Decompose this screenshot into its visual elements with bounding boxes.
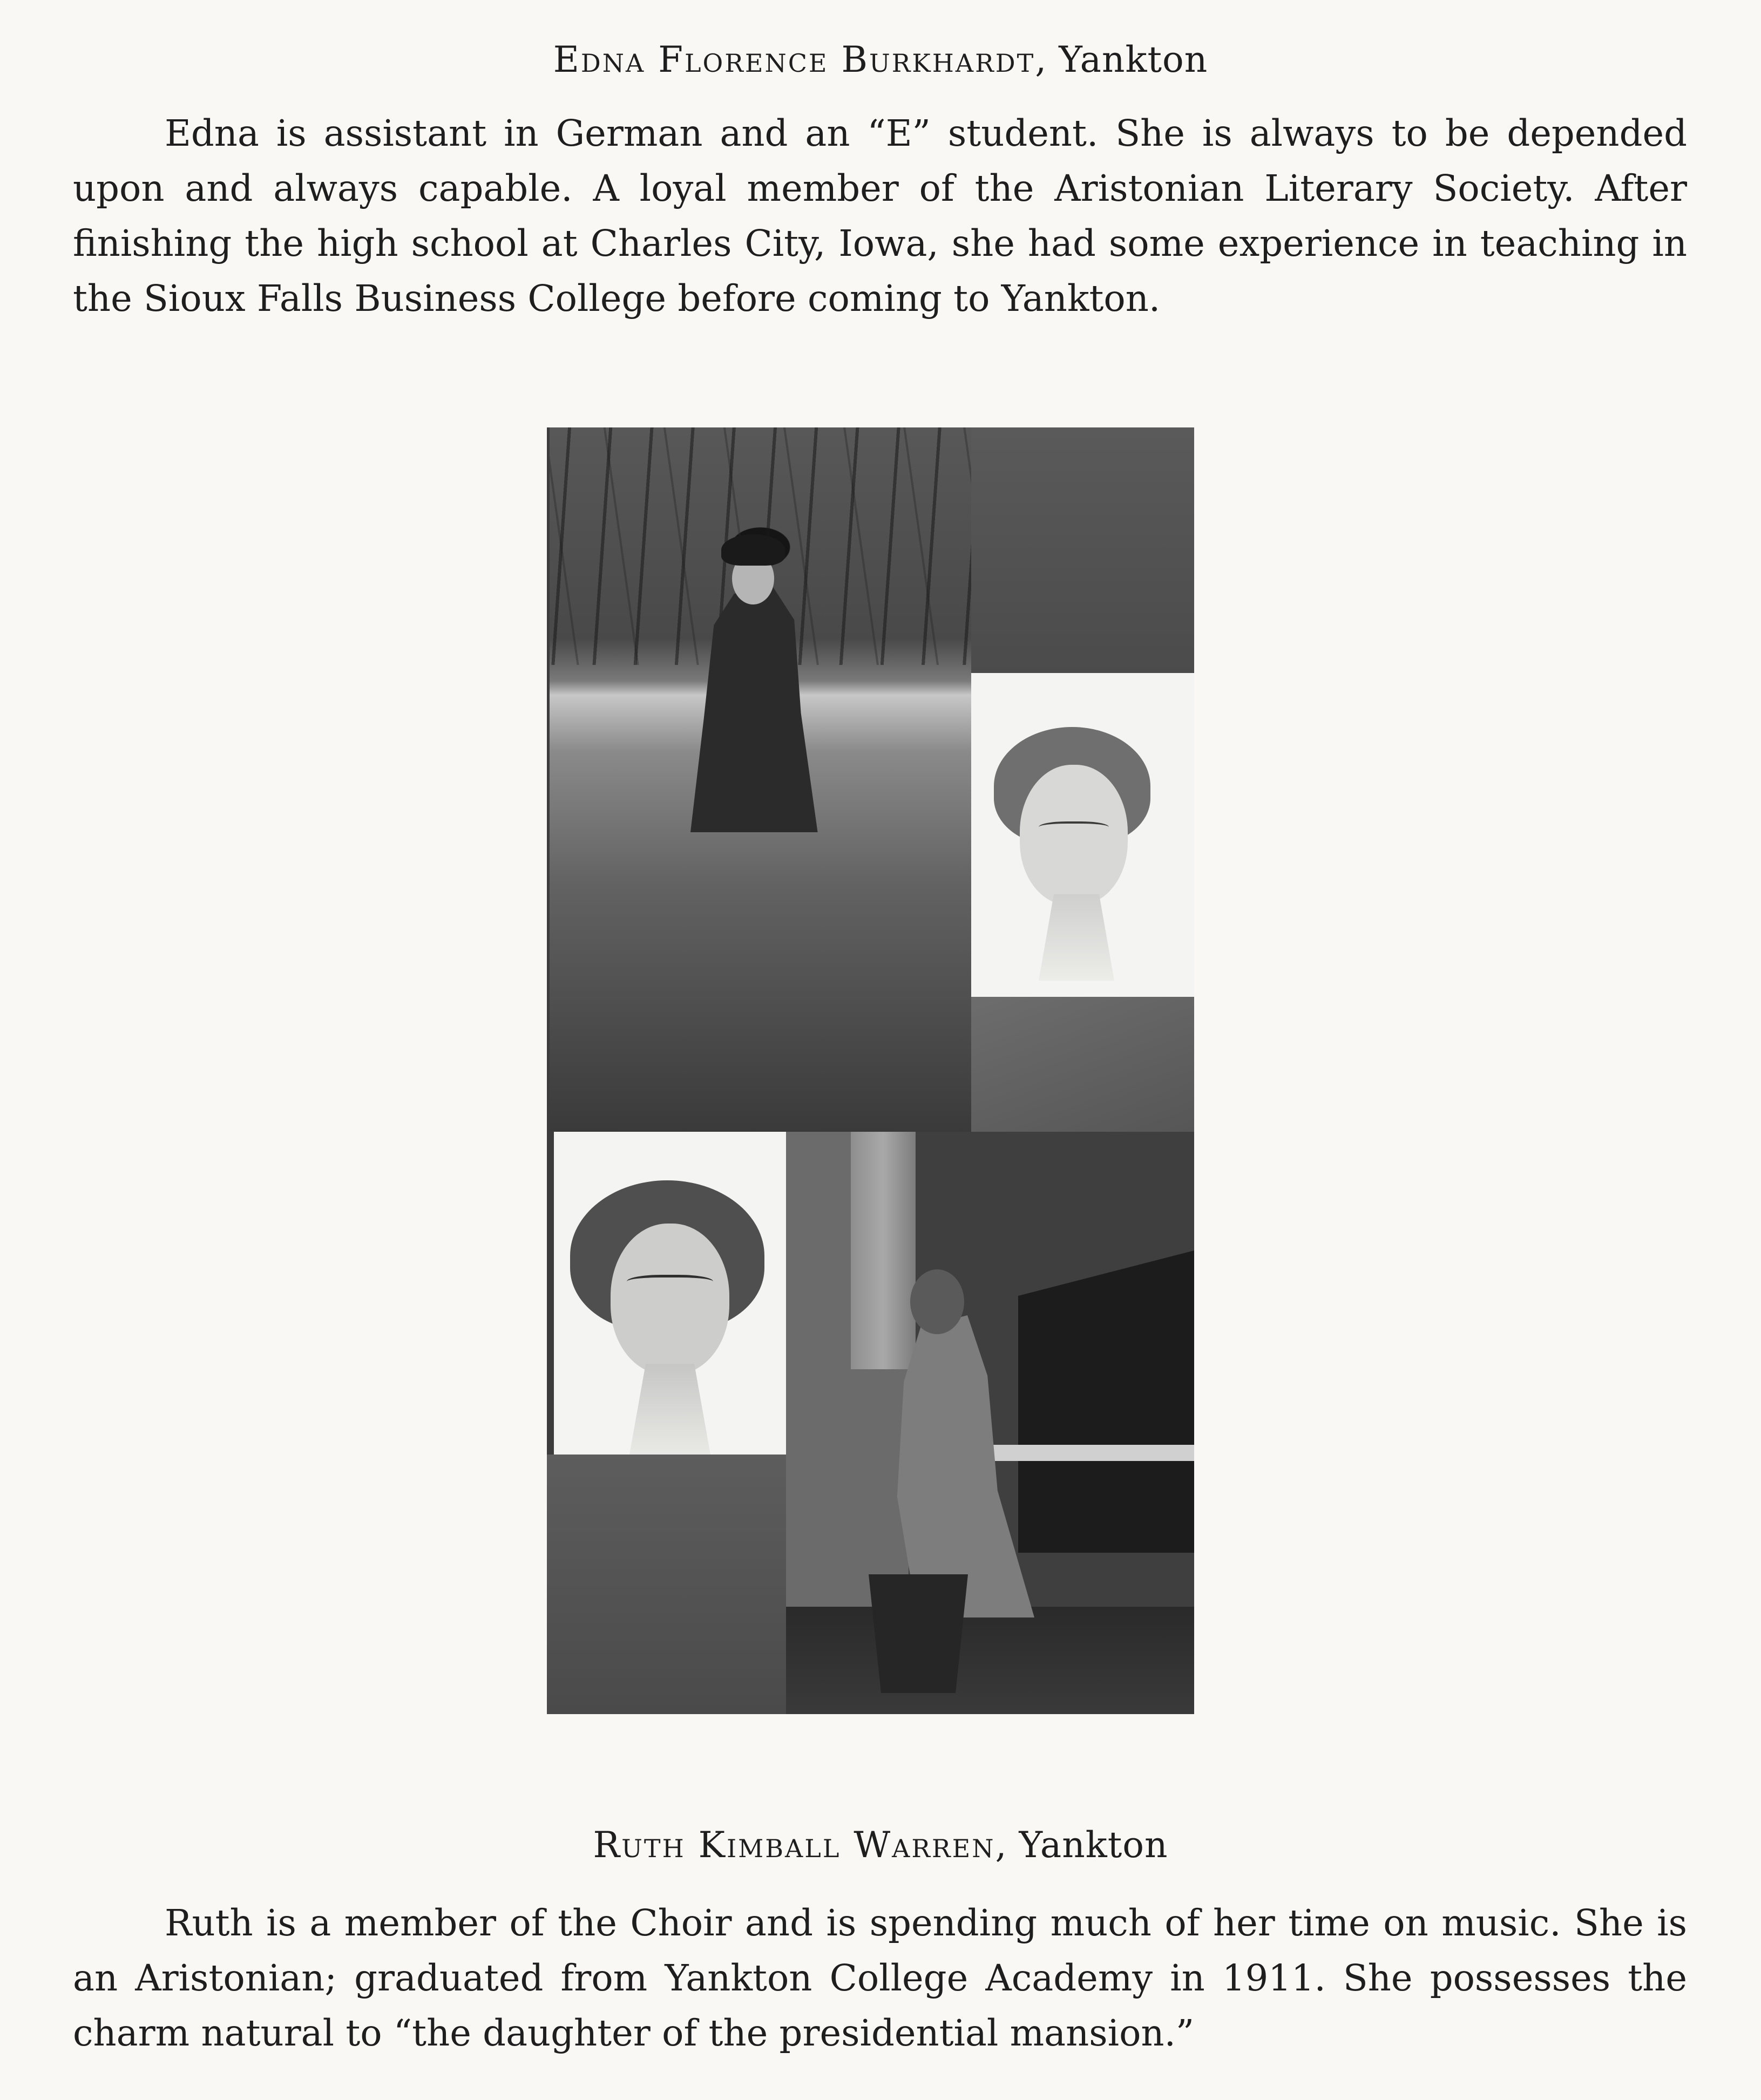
collage-background-panel	[971, 997, 1194, 1132]
entry-heading-ruth	[0, 1824, 1761, 1866]
collage-background-panel	[971, 427, 1194, 673]
window-curtain	[851, 1132, 916, 1369]
portrait-face	[611, 1224, 729, 1375]
outdoor-standing-photo	[550, 427, 971, 1132]
entry-place: , Yankton	[1035, 39, 1208, 80]
portrait-glasses	[1039, 821, 1109, 835]
seated-woman-head	[910, 1269, 964, 1334]
photo-collage	[547, 427, 1194, 1714]
standing-woman-hat	[721, 534, 785, 566]
entry-heading-edna	[0, 39, 1761, 80]
floor	[786, 1607, 1194, 1714]
portrait-photo-edna	[971, 673, 1194, 997]
collage-background-panel	[547, 1455, 786, 1714]
piano-photo	[786, 1132, 1194, 1714]
piano-keys	[991, 1445, 1194, 1461]
portrait-photo-ruth	[554, 1132, 786, 1455]
entry-name: Ruth Kimball Warren	[593, 1824, 995, 1866]
entry-paragraph-ruth: Ruth is a member of the Choir and is spending much of her time on music. She is an Aristonian; graduated from Yankton College Academy in 1911. She possesses the charm natural to “the daughter of the presidential mansion.”	[73, 1902, 1687, 2054]
entry-paragraph-edna: Edna is assistant in German and an “E” student. She is always to be depended upon and always capable. A loyal member of the Aristonian Literary Society. After finishing the high school at Charles City, Iowa, she had some experience in teaching in the Sioux Falls Business College before coming to Yankton.	[73, 112, 1687, 320]
portrait-eyes	[627, 1275, 713, 1292]
entry-place: , Yankton	[995, 1824, 1168, 1866]
piano	[1018, 1251, 1194, 1553]
portrait-neck	[629, 1364, 710, 1455]
entry-name: Edna Florence Burkhardt	[553, 39, 1035, 80]
portrait-neck	[1039, 894, 1114, 981]
